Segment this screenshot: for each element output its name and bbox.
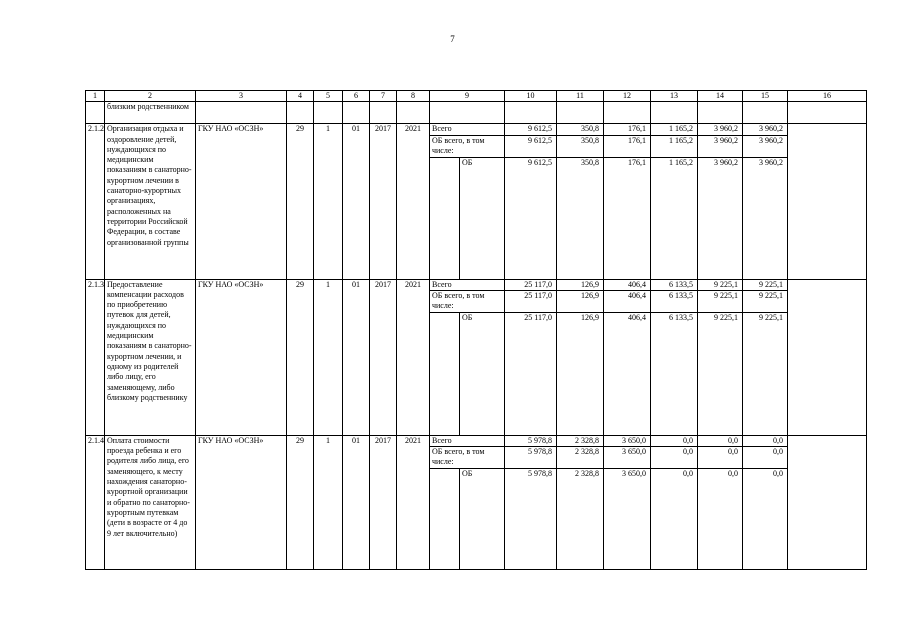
page-number: 7 <box>450 34 455 44</box>
value-cell: 0,0 <box>651 469 698 570</box>
value-cell: 350,8 <box>557 157 604 279</box>
empty-cell <box>788 124 867 279</box>
value-cell: 126,9 <box>557 279 604 290</box>
value-cell: 3 960,2 <box>698 157 743 279</box>
executor: ГКУ НАО «ОСЗН» <box>196 124 287 279</box>
code-cell: 29 <box>287 279 314 435</box>
value-cell: 126,9 <box>557 312 604 435</box>
executor: ГКУ НАО «ОСЗН» <box>196 435 287 569</box>
header-cell: 10 <box>505 91 557 102</box>
value-cell: 9 225,1 <box>743 279 788 290</box>
value-cell: 176,1 <box>604 157 651 279</box>
empty-cell <box>788 279 867 435</box>
value-cell: 2 328,8 <box>557 435 604 446</box>
source-label-ob: ОБ <box>460 469 505 570</box>
value-cell: 406,4 <box>604 312 651 435</box>
value-cell: 9 225,1 <box>743 290 788 312</box>
code-cell: 2017 <box>370 124 397 279</box>
measure-name: Предоставление компенсации расходов по приобретению путевок для детей, нуждающихся по медицинским показаниям в санаторно-курортном лечении, и одному из родителей либо лицу, его заменяющему, либо близкому родственнику <box>105 279 196 435</box>
value-cell: 406,4 <box>604 279 651 290</box>
value-cell: 9 225,1 <box>698 290 743 312</box>
source-label-total: Всего <box>430 279 505 290</box>
header-cell: 7 <box>370 91 397 102</box>
value-cell: 9 612,5 <box>505 135 557 157</box>
source-label-ob: ОБ <box>460 312 505 435</box>
value-cell: 126,9 <box>557 290 604 312</box>
value-cell: 176,1 <box>604 135 651 157</box>
value-cell: 3 960,2 <box>743 124 788 135</box>
source-label-ob: ОБ <box>460 157 505 279</box>
program-table <box>85 90 867 570</box>
empty-cell <box>430 312 460 435</box>
header-row <box>86 91 867 102</box>
header-cell: 11 <box>557 91 604 102</box>
value-cell: 0,0 <box>743 435 788 446</box>
value-cell: 350,8 <box>557 124 604 135</box>
code-cell: 01 <box>343 435 370 569</box>
header-cell: 15 <box>743 91 788 102</box>
empty-cell <box>788 435 867 569</box>
value-cell: 6 133,5 <box>651 312 698 435</box>
value-cell: 3 650,0 <box>604 435 651 446</box>
value-cell: 0,0 <box>698 469 743 570</box>
value-cell: 0,0 <box>698 447 743 469</box>
header-cell: 13 <box>651 91 698 102</box>
header-cell: 3 <box>196 91 287 102</box>
source-label-ob-total: ОБ всего, в том числе: <box>430 135 505 157</box>
value-cell: 406,4 <box>604 290 651 312</box>
empty-cell <box>430 157 460 279</box>
value-cell: 0,0 <box>651 435 698 446</box>
source-label-ob-total: ОБ всего, в том числе: <box>430 290 505 312</box>
code-cell: 29 <box>287 435 314 569</box>
header-cell: 12 <box>604 91 651 102</box>
value-cell: 3 960,2 <box>743 157 788 279</box>
code-cell: 2021 <box>397 435 430 569</box>
value-cell: 5 978,8 <box>505 469 557 570</box>
code-cell: 2017 <box>370 279 397 435</box>
value-cell: 2 328,8 <box>557 447 604 469</box>
code-cell: 1 <box>314 124 343 279</box>
value-cell: 9 225,1 <box>743 312 788 435</box>
executor: ГКУ НАО «ОСЗН» <box>196 279 287 435</box>
code-cell: 2021 <box>397 124 430 279</box>
continued-row <box>86 102 867 124</box>
header-cell: 4 <box>287 91 314 102</box>
value-cell: 9 225,1 <box>698 279 743 290</box>
source-label-ob-total: ОБ всего, в том числе: <box>430 447 505 469</box>
code-cell: 1 <box>314 279 343 435</box>
value-cell: 2 328,8 <box>557 469 604 570</box>
code-cell: 1 <box>314 435 343 569</box>
code-cell: 2017 <box>370 435 397 569</box>
header-cell: 6 <box>343 91 370 102</box>
value-cell: 3 650,0 <box>604 447 651 469</box>
value-cell: 25 117,0 <box>505 312 557 435</box>
header-cell: 9 <box>430 91 505 102</box>
source-label-total: Всего <box>430 435 505 446</box>
value-cell: 6 133,5 <box>651 290 698 312</box>
value-cell: 0,0 <box>743 447 788 469</box>
value-cell: 1 165,2 <box>651 157 698 279</box>
source-label-total: Всего <box>430 124 505 135</box>
value-cell: 9 612,5 <box>505 157 557 279</box>
value-cell: 350,8 <box>557 135 604 157</box>
value-cell: 6 133,5 <box>651 279 698 290</box>
code-cell: 01 <box>343 279 370 435</box>
measure-name: Оплата стоимости проезда ребенка и его родителя либо лица, его заменяющего, к месту нахождения санаторно-курортной организации и обратно по санаторно-курортным путевкам (дети в возрасте от 4 до 9 лет включительно) <box>105 435 196 569</box>
value-cell: 3 960,2 <box>743 135 788 157</box>
header-cell: 8 <box>397 91 430 102</box>
table-row <box>86 279 867 290</box>
value-cell: 25 117,0 <box>505 279 557 290</box>
value-cell: 5 978,8 <box>505 447 557 469</box>
measure-number: 2.1.3 <box>86 279 105 435</box>
continued-text: близким родственником <box>105 102 196 124</box>
value-cell: 176,1 <box>604 124 651 135</box>
code-cell: 01 <box>343 124 370 279</box>
measure-number: 2.1.2 <box>86 124 105 279</box>
value-cell: 5 978,8 <box>505 435 557 446</box>
value-cell: 25 117,0 <box>505 290 557 312</box>
header-cell: 14 <box>698 91 743 102</box>
value-cell: 1 165,2 <box>651 124 698 135</box>
value-cell: 9 225,1 <box>698 312 743 435</box>
header-cell: 2 <box>105 91 196 102</box>
measure-number: 2.1.4 <box>86 435 105 569</box>
table-row <box>86 435 867 446</box>
header-cell: 1 <box>86 91 105 102</box>
empty-cell <box>430 469 460 570</box>
value-cell: 3 960,2 <box>698 124 743 135</box>
value-cell: 0,0 <box>651 447 698 469</box>
value-cell: 9 612,5 <box>505 124 557 135</box>
value-cell: 0,0 <box>743 469 788 570</box>
header-cell: 5 <box>314 91 343 102</box>
code-cell: 2021 <box>397 279 430 435</box>
code-cell: 29 <box>287 124 314 279</box>
value-cell: 1 165,2 <box>651 135 698 157</box>
value-cell: 3 650,0 <box>604 469 651 570</box>
header-cell: 16 <box>788 91 867 102</box>
measure-name: Организация отдыха и оздоровление детей, нуждающихся по медицинским показаниям в санаторно-курортном лечении в санаторно-курортных организациях, расположенных на территории Российской Федерации, в составе организованной группы <box>105 124 196 279</box>
value-cell: 0,0 <box>698 435 743 446</box>
table-row <box>86 124 867 135</box>
value-cell: 3 960,2 <box>698 135 743 157</box>
